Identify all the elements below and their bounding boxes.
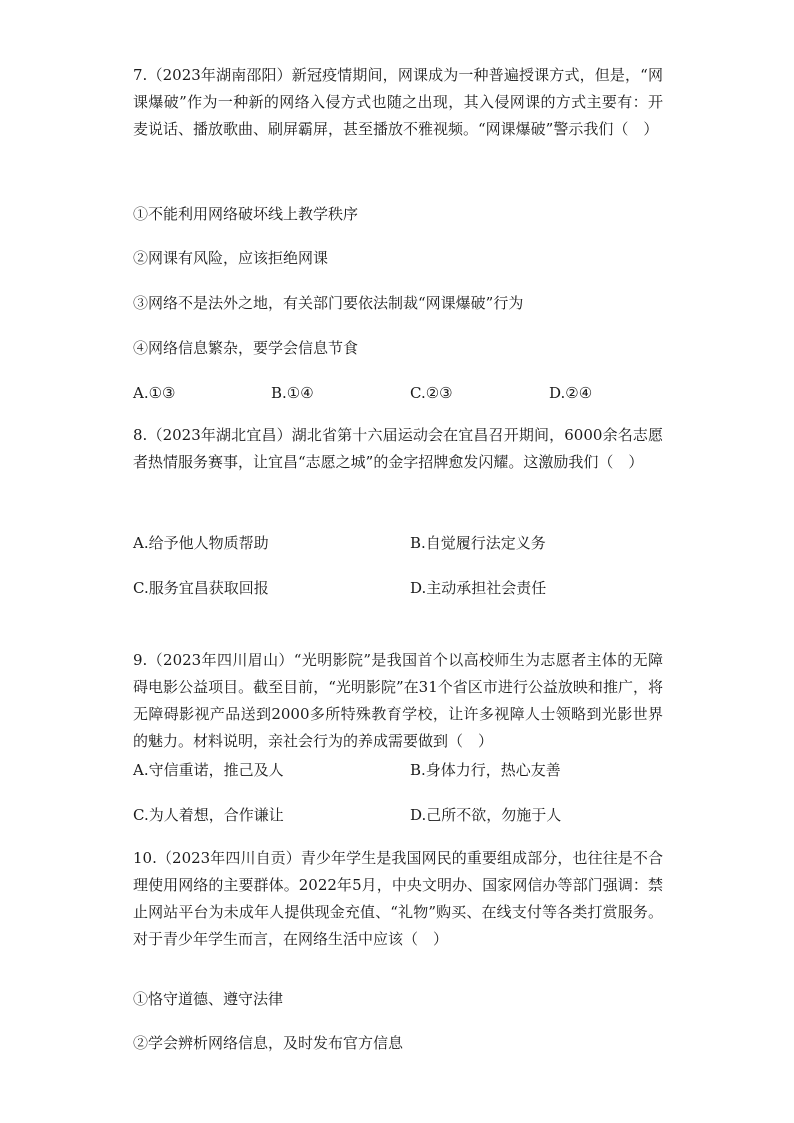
q8-option-b: B.自觉履行法定义务 [410,534,546,552]
q10-item-1: ①恪守道德、遵守法律 [133,990,284,1008]
q9-stem: 9.（2023年四川眉山）“光明影院”是我国首个以高校师生为志愿者主体的无障碍电影公益项目。截至目前，“光明影院”在31个省区市进行公益放映和推广，将无障碍影视产品送到2000多所特殊教育学校，让许多视障人士领略到光影世界的魅力。材料说明，亲社会行为的养成需要做到（ ） [133,651,663,750]
q9-option-a: A.守信重诺，推己及人 [133,761,284,779]
q7-option-b: B.①④ [271,384,314,402]
q7-item-3: ③网络不是法外之地，有关部门要依法制裁“网课爆破”行为 [133,294,524,312]
q8-option-d: D.主动承担社会责任 [410,579,547,597]
q9-option-b: B.身体力行，热心友善 [410,761,561,779]
q7-option-d: D.②④ [549,384,593,402]
q10-item-2: ②学会辨析网络信息，及时发布官方信息 [133,1034,404,1052]
q8-option-c: C.服务宜昌获取回报 [133,579,269,597]
q7-option-a: A.①③ [133,384,176,402]
q10-stem: 10.（2023年四川自贡）青少年学生是我国网民的重要组成部分，也往往是不合理使用网络的主要群体。2022年5月，中央文明办、国家网信办等部门强调：禁止网站平台为未成年人提供现金充值、“礼物”购买、在线支付等各类打赏服务。对于青少年学生而言，在网络生活中应该（ ） [133,849,663,948]
q7-stem: 7.（2023年湖南邵阳）新冠疫情期间，网课成为一种普遍授课方式，但是，“网课爆破”作为一种新的网络入侵方式也随之出现，其入侵网课的方式主要有：开麦说话、播放歌曲、刷屏霸屏，甚至播放不雅视频。“网课爆破”警示我们（ ） [133,66,663,138]
q7-item-2: ②网课有风险，应该拒绝网课 [133,249,329,267]
q7-option-c: C.②③ [410,384,453,402]
q8-option-a: A.给予他人物质帮助 [133,534,269,552]
q7-item-4: ④网络信息繁杂，要学会信息节食 [133,339,359,357]
q8-stem: 8.（2023年湖北宜昌）湖北省第十六届运动会在宜昌召开期间，6000余名志愿者热情服务赛事，让宜昌“志愿之城”的金字招牌愈发闪耀。这激励我们（ ） [133,426,663,471]
q9-option-d: D.己所不欲，勿施于人 [410,806,562,824]
q7-item-1: ①不能利用网络破坏线上教学秩序 [133,205,359,223]
q9-option-c: C.为人着想，合作谦让 [133,806,284,824]
